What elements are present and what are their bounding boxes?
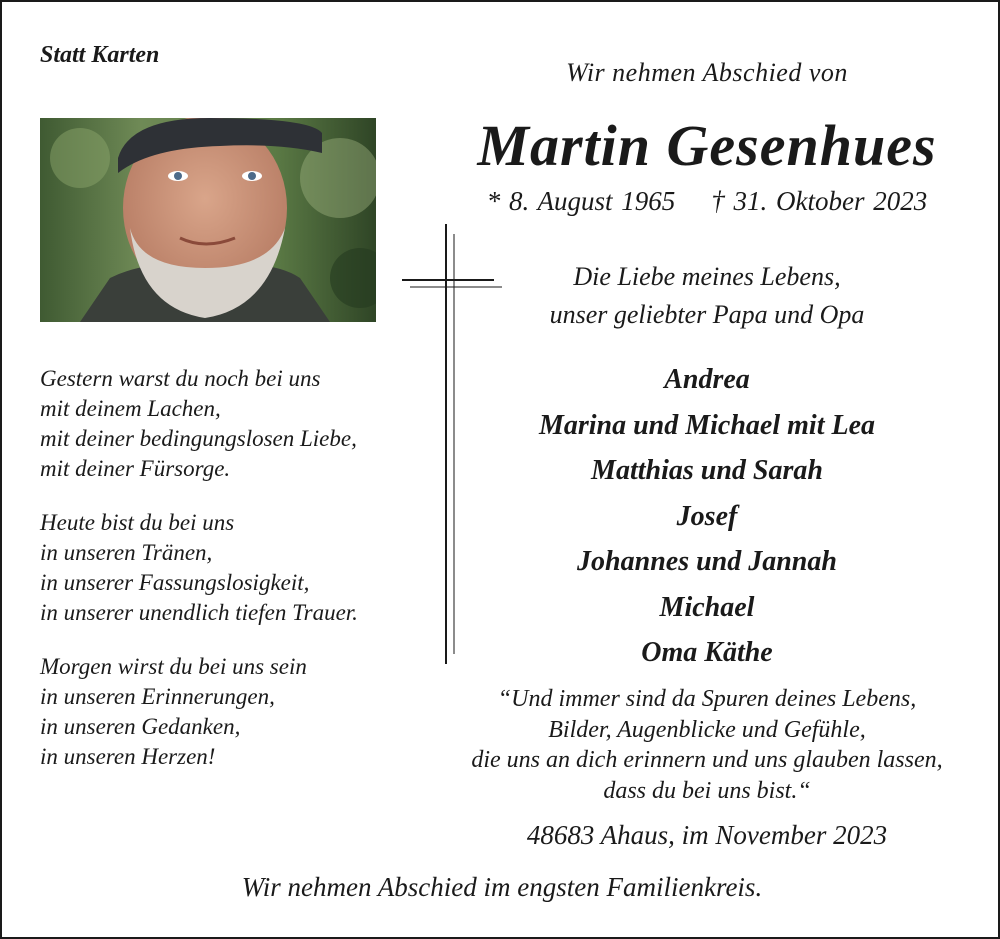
death-date: † 31. Oktober 2023 <box>711 186 928 216</box>
poem-line: in unseren Erinnerungen, <box>40 684 275 709</box>
quote-line: “Und immer sind da Spuren deines Lebens, <box>497 686 917 712</box>
family-member: Marina und Michael mit Lea <box>538 409 876 441</box>
poem-line: in unserer Fassungslosigkeit, <box>40 570 310 595</box>
statt-karten-label: Statt Karten <box>40 42 160 68</box>
family-member: Oma Käthe <box>641 637 773 668</box>
poem-line: Morgen wirst du bei uns sein <box>40 654 307 679</box>
quote-line: Bilder, Augenblicke und Gefühle, <box>548 716 866 743</box>
poem-stanza-1 <box>40 364 357 484</box>
family-list <box>422 357 992 676</box>
quote-text <box>422 684 992 806</box>
portrait-icon <box>40 118 376 322</box>
quote-line: die uns an dich erinnern und uns glauben lassen, <box>471 747 943 773</box>
poem-stanza-2 <box>40 508 358 628</box>
poem-line: Gestern warst du noch bei uns <box>40 366 321 391</box>
love-line: Die Liebe meines Lebens, <box>573 262 841 291</box>
intro-text: Wir nehmen Abschied von <box>566 58 848 87</box>
poem-line: mit deiner bedingungslosen Liebe, <box>40 426 357 451</box>
birth-date: * 8. August 1965 <box>486 186 676 216</box>
love-text <box>422 258 992 334</box>
place-date: 48683 Ahaus, im November 2023 <box>526 820 888 850</box>
poem-line: in unseren Herzen! <box>40 744 216 769</box>
poem-line: in unseren Gedanken, <box>40 714 241 739</box>
portrait-photo <box>40 118 376 322</box>
life-dates <box>422 186 992 217</box>
poem-stanza-3 <box>40 652 307 772</box>
deceased-name: Martin Gesenhues <box>477 113 937 178</box>
poem-line: mit deiner Fürsorge. <box>40 456 231 481</box>
family-member: Matthias und Sarah <box>591 455 823 486</box>
love-line: unser geliebter Papa und Opa <box>549 300 865 329</box>
family-member: Johannes und Jannah <box>577 546 837 577</box>
family-member: Michael <box>659 591 755 623</box>
poem-line: Heute bist du bei uns <box>40 510 235 535</box>
closing-text: Wir nehmen Abschied im engsten Familienkreis. <box>241 872 763 902</box>
poem-line: mit deinem Lachen, <box>40 396 221 421</box>
poem-line: in unserer unendlich tiefen Trauer. <box>40 600 358 625</box>
poem-line: in unseren Tränen, <box>40 540 213 565</box>
family-member: Josef <box>676 500 738 532</box>
family-member: Andrea <box>664 364 750 395</box>
quote-line: dass du bei uns bist.“ <box>603 777 811 804</box>
